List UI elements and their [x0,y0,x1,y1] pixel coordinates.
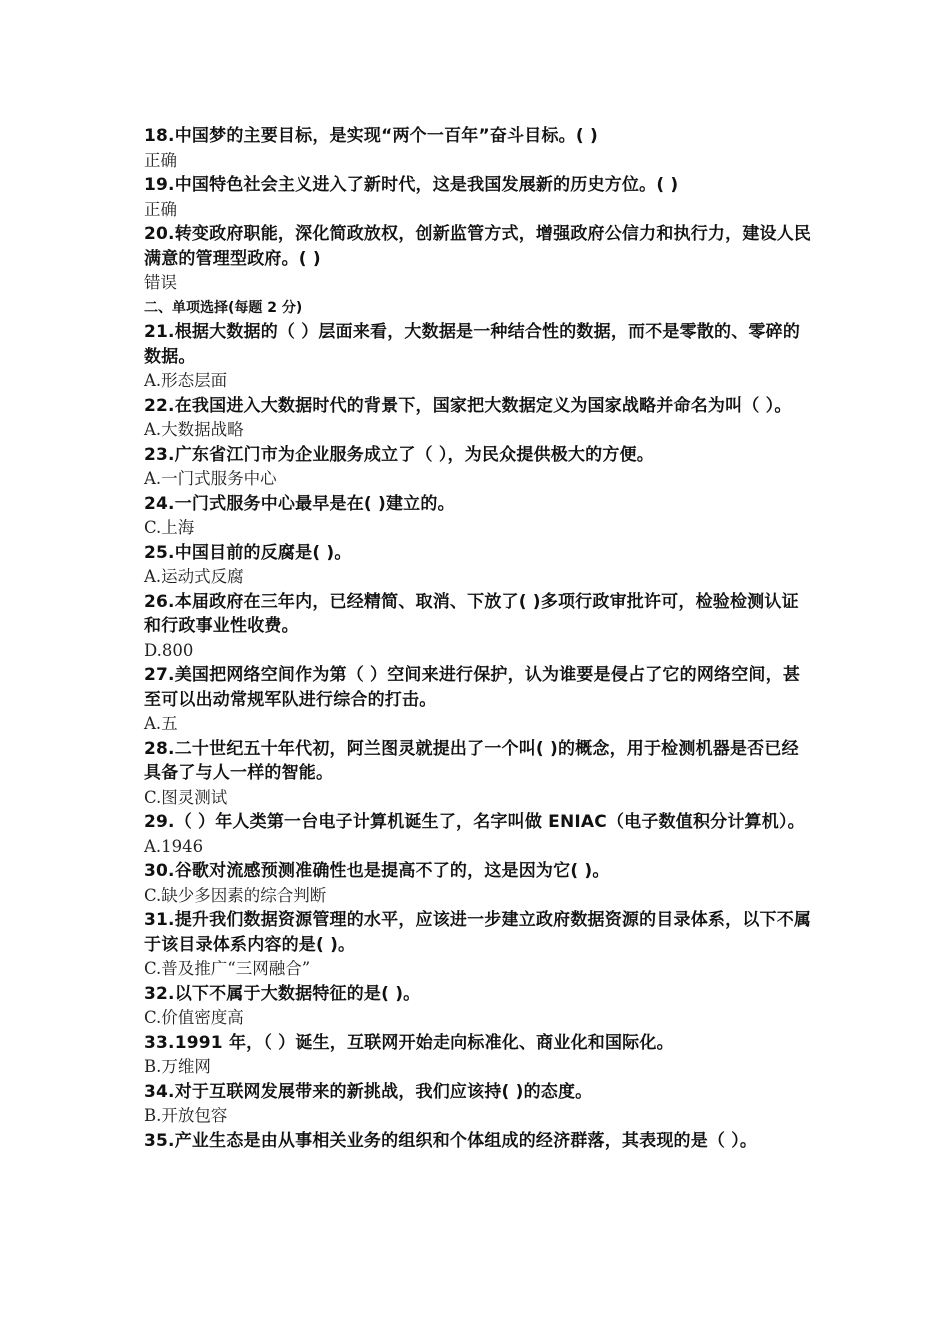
answer-27: A.五 [144,714,178,733]
question-30: 30.谷歌对流感预测准确性也是提高不了的，这是因为它( )。 [144,861,610,881]
answer-18: 正确 [144,150,177,170]
question-21: 21.根据大数据的（ ）层面来看，大数据是一种结合性的数据，而不是零散的、零碎的数据。 [144,322,801,367]
answer-34: B.开放包容 [144,1106,228,1125]
question-32: 32.以下不属于大数据特征的是( )。 [144,983,421,1004]
question-23: 23.广东省江门市为企业服务成立了（ ），为民众提供极大的方便。 [144,444,654,465]
question-27: 27.美国把网络空间作为第（ ）空间来进行保护，认为谁要是侵占了它的网络空间，甚至可以出动常规军队进行综合的打击。 [144,665,801,710]
answer-33: B.万维网 [144,1057,211,1076]
answer-28: C.图灵测试 [144,787,228,807]
question-19: 19.中国特色社会主义进入了新时代，这是我国发展新的历史方位。( ) [144,175,679,195]
question-20: 20.转变政府职能，深化简政放权，创新监管方式，增强政府公信力和执行力，建设人民满意的管理型政府。( ) [144,224,812,269]
question-26: 26.本届政府在三年内，已经精简、取消、下放了( )多项行政审批许可，检验检测认证和行政事业性收费。 [144,591,799,636]
question-34: 34.对于互联网发展带来的新挑战，我们应该持( )的态度。 [144,1081,593,1102]
question-29: 29.（ ）年人类第一台电子计算机诞生了，名字叫做 ENIAC（电子数值积分计算机）。 [144,812,805,832]
answer-21: A.形态层面 [144,371,228,390]
question-35: 35.产业生态是由从事相关业务的组织和个体组成的经济群落，其表现的是（ ）。 [144,1130,758,1151]
answer-29: A.1946 [144,836,204,856]
answer-20: 错误 [144,273,177,292]
question-25: 25.中国目前的反腐是( )。 [144,542,352,563]
question-18: 18.中国梦的主要目标，是实现“两个一百年”奋斗目标。( ) [144,126,598,146]
answer-24: C.上海 [144,518,195,537]
question-22: 22.在我国进入大数据时代的背景下，国家把大数据定义为国家战略并命名为叫（ ）。 [144,395,792,416]
answer-19: 正确 [144,199,177,219]
answer-23: A.一门式服务中心 [144,469,277,488]
answer-31: C.普及推广“三网融合” [144,959,311,978]
answer-25: A.运动式反腐 [144,567,244,586]
answer-26: D.800 [144,640,194,660]
section-heading: 二、单项选择(每题 2 分) [144,299,303,316]
document-body [144,124,814,1153]
question-31: 31.提升我们数据资源管理的水平，应该进一步建立政府数据资源的目录体系，以下不属于该目录体系内容的是( )。 [144,910,812,955]
answer-32: C.价值密度高 [144,1008,244,1027]
question-28: 28.二十世纪五十年代初，阿兰图灵就提出了一个叫( )的概念，用于检测机器是否已经具备了与人一样的智能。 [144,738,799,783]
answer-30: C.缺少多因素的综合判断 [144,885,327,905]
question-24: 24.一门式服务中心最早是在( )建立的。 [144,493,455,514]
answer-22: A.大数据战略 [144,420,244,439]
question-33: 33.1991 年，（ ）诞生，互联网开始走向标准化、商业化和国际化。 [144,1032,674,1053]
